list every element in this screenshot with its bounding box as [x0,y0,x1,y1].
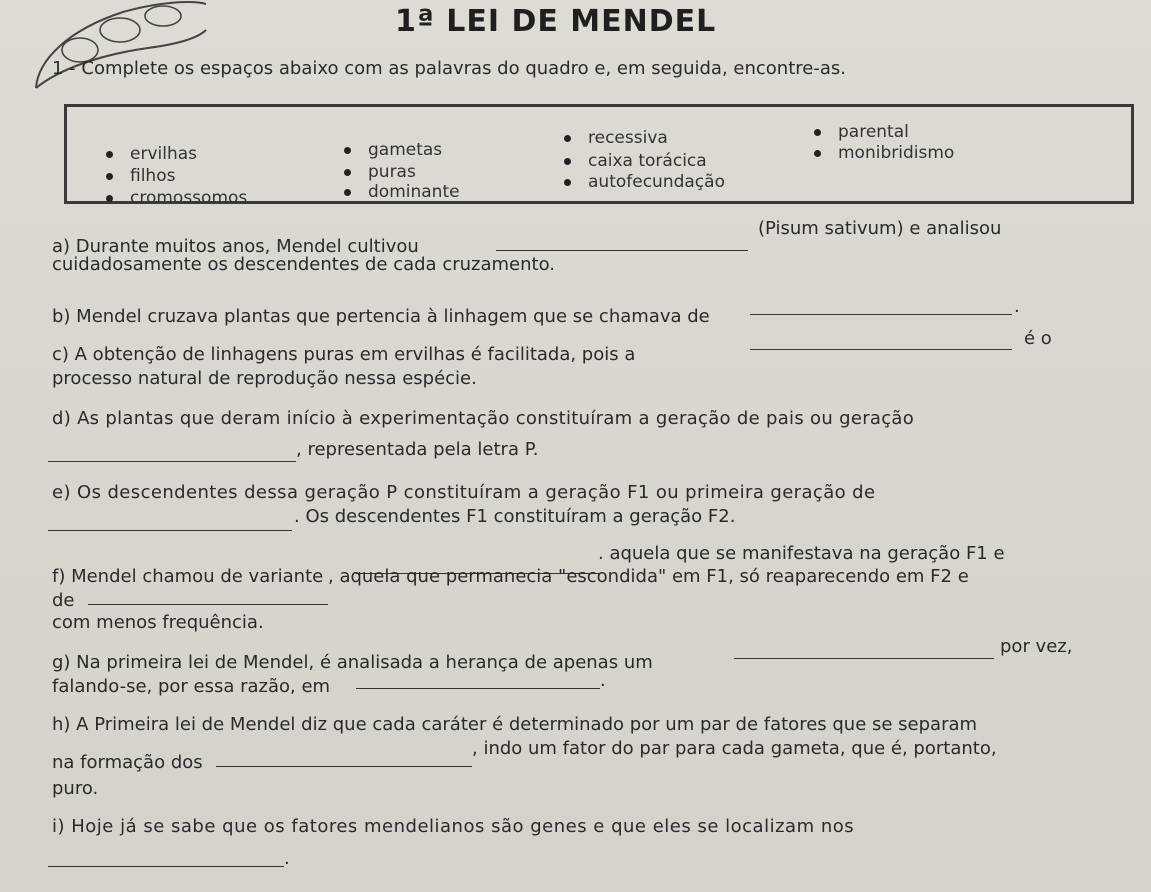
question-b-text: b) Mendel cruzava plantas que pertencia à linhagem que se chamava de [52,306,710,327]
question-d-text-2: , representada pela letra P. [296,439,539,460]
question-e-text-2: . Os descendentes F1 constituíram a geração F2. [294,506,736,527]
page-title: 1ª LEI DE MENDEL [395,4,717,39]
question-g-text-3: falando-se, por essa razão, em [52,676,331,697]
question-a-text-3: cuidadosamente os descendentes de cada cruzamento. [52,254,555,275]
question-g-blank-2[interactable] [356,688,600,689]
word-item: dominante [368,182,460,202]
question-g-text-2: por vez, [1000,636,1073,657]
word-item: monibridismo [838,143,955,163]
question-i-blank[interactable] [48,866,284,867]
question-h-text-2: na formação dos [52,752,203,773]
question-c-text: c) A obtenção de linhagens puras em ervilhas é facilitada, pois a [52,344,636,365]
instruction-text: 1 - Complete os espaços abaixo com as palavras do quadro e, em seguida, encontre-as. [52,58,846,79]
question-h-text-3: , indo um fator do par para cada gameta, que é, portanto, [472,738,997,759]
question-f-text-2: . aquela que se manifestava na geração F1 e [598,543,1005,564]
question-h-text-4: puro. [52,778,99,799]
question-c-blank[interactable] [750,349,1012,350]
question-h-text: h) A Primeira lei de Mendel diz que cada caráter é determinado por um par de fatores que se separam [52,714,978,735]
question-d-blank[interactable] [48,461,296,462]
question-a-text-2: (Pisum sativum) e analisou [758,218,1002,239]
question-c-text-2: é o [1024,328,1052,349]
word-item: cromossomos [130,188,248,208]
question-h-blank[interactable] [216,766,472,767]
word-item: recessiva [588,128,668,148]
question-f-text-3: de [52,590,75,611]
question-g-text-4: . [600,670,606,691]
word-item: autofecundação [588,172,725,192]
question-g-blank-1[interactable] [734,658,994,659]
question-c-text-3: processo natural de reprodução nessa espécie. [52,368,477,389]
question-f-text: f) Mendel chamou de variante [52,566,324,587]
question-e-blank[interactable] [48,530,292,531]
word-item: filhos [130,166,176,186]
question-g-text: g) Na primeira lei de Mendel, é analisada a herança de apenas um [52,652,653,673]
word-item: parental [838,122,909,142]
question-b-blank[interactable] [750,314,1012,315]
question-a-text: a) Durante muitos anos, Mendel cultivou [52,236,419,257]
word-item: caixa torácica [588,151,707,171]
question-i-text: i) Hoje já se sabe que os fatores mendelianos são genes e que eles se localizam nos [52,816,855,837]
question-f-text-5: com menos frequência. [52,612,264,633]
question-b-text-2: . [1014,296,1020,317]
question-a-blank[interactable] [496,250,748,251]
question-d-text: d) As plantas que deram início à experimentação constituíram a geração de pais ou geração [52,408,915,429]
word-item: ervilhas [130,144,198,164]
question-e-text: e) Os descendentes dessa geração P constituíram a geração F1 ou primeira geração de [52,482,876,503]
question-f-blank-2[interactable] [88,604,328,605]
word-item: puras [368,162,416,182]
word-item: gametas [368,140,443,160]
question-i-text-2: . [284,848,290,869]
question-f-text-4: , aquela que permanecia "escondida" em F1, só reaparecendo em F2 e [328,566,969,587]
